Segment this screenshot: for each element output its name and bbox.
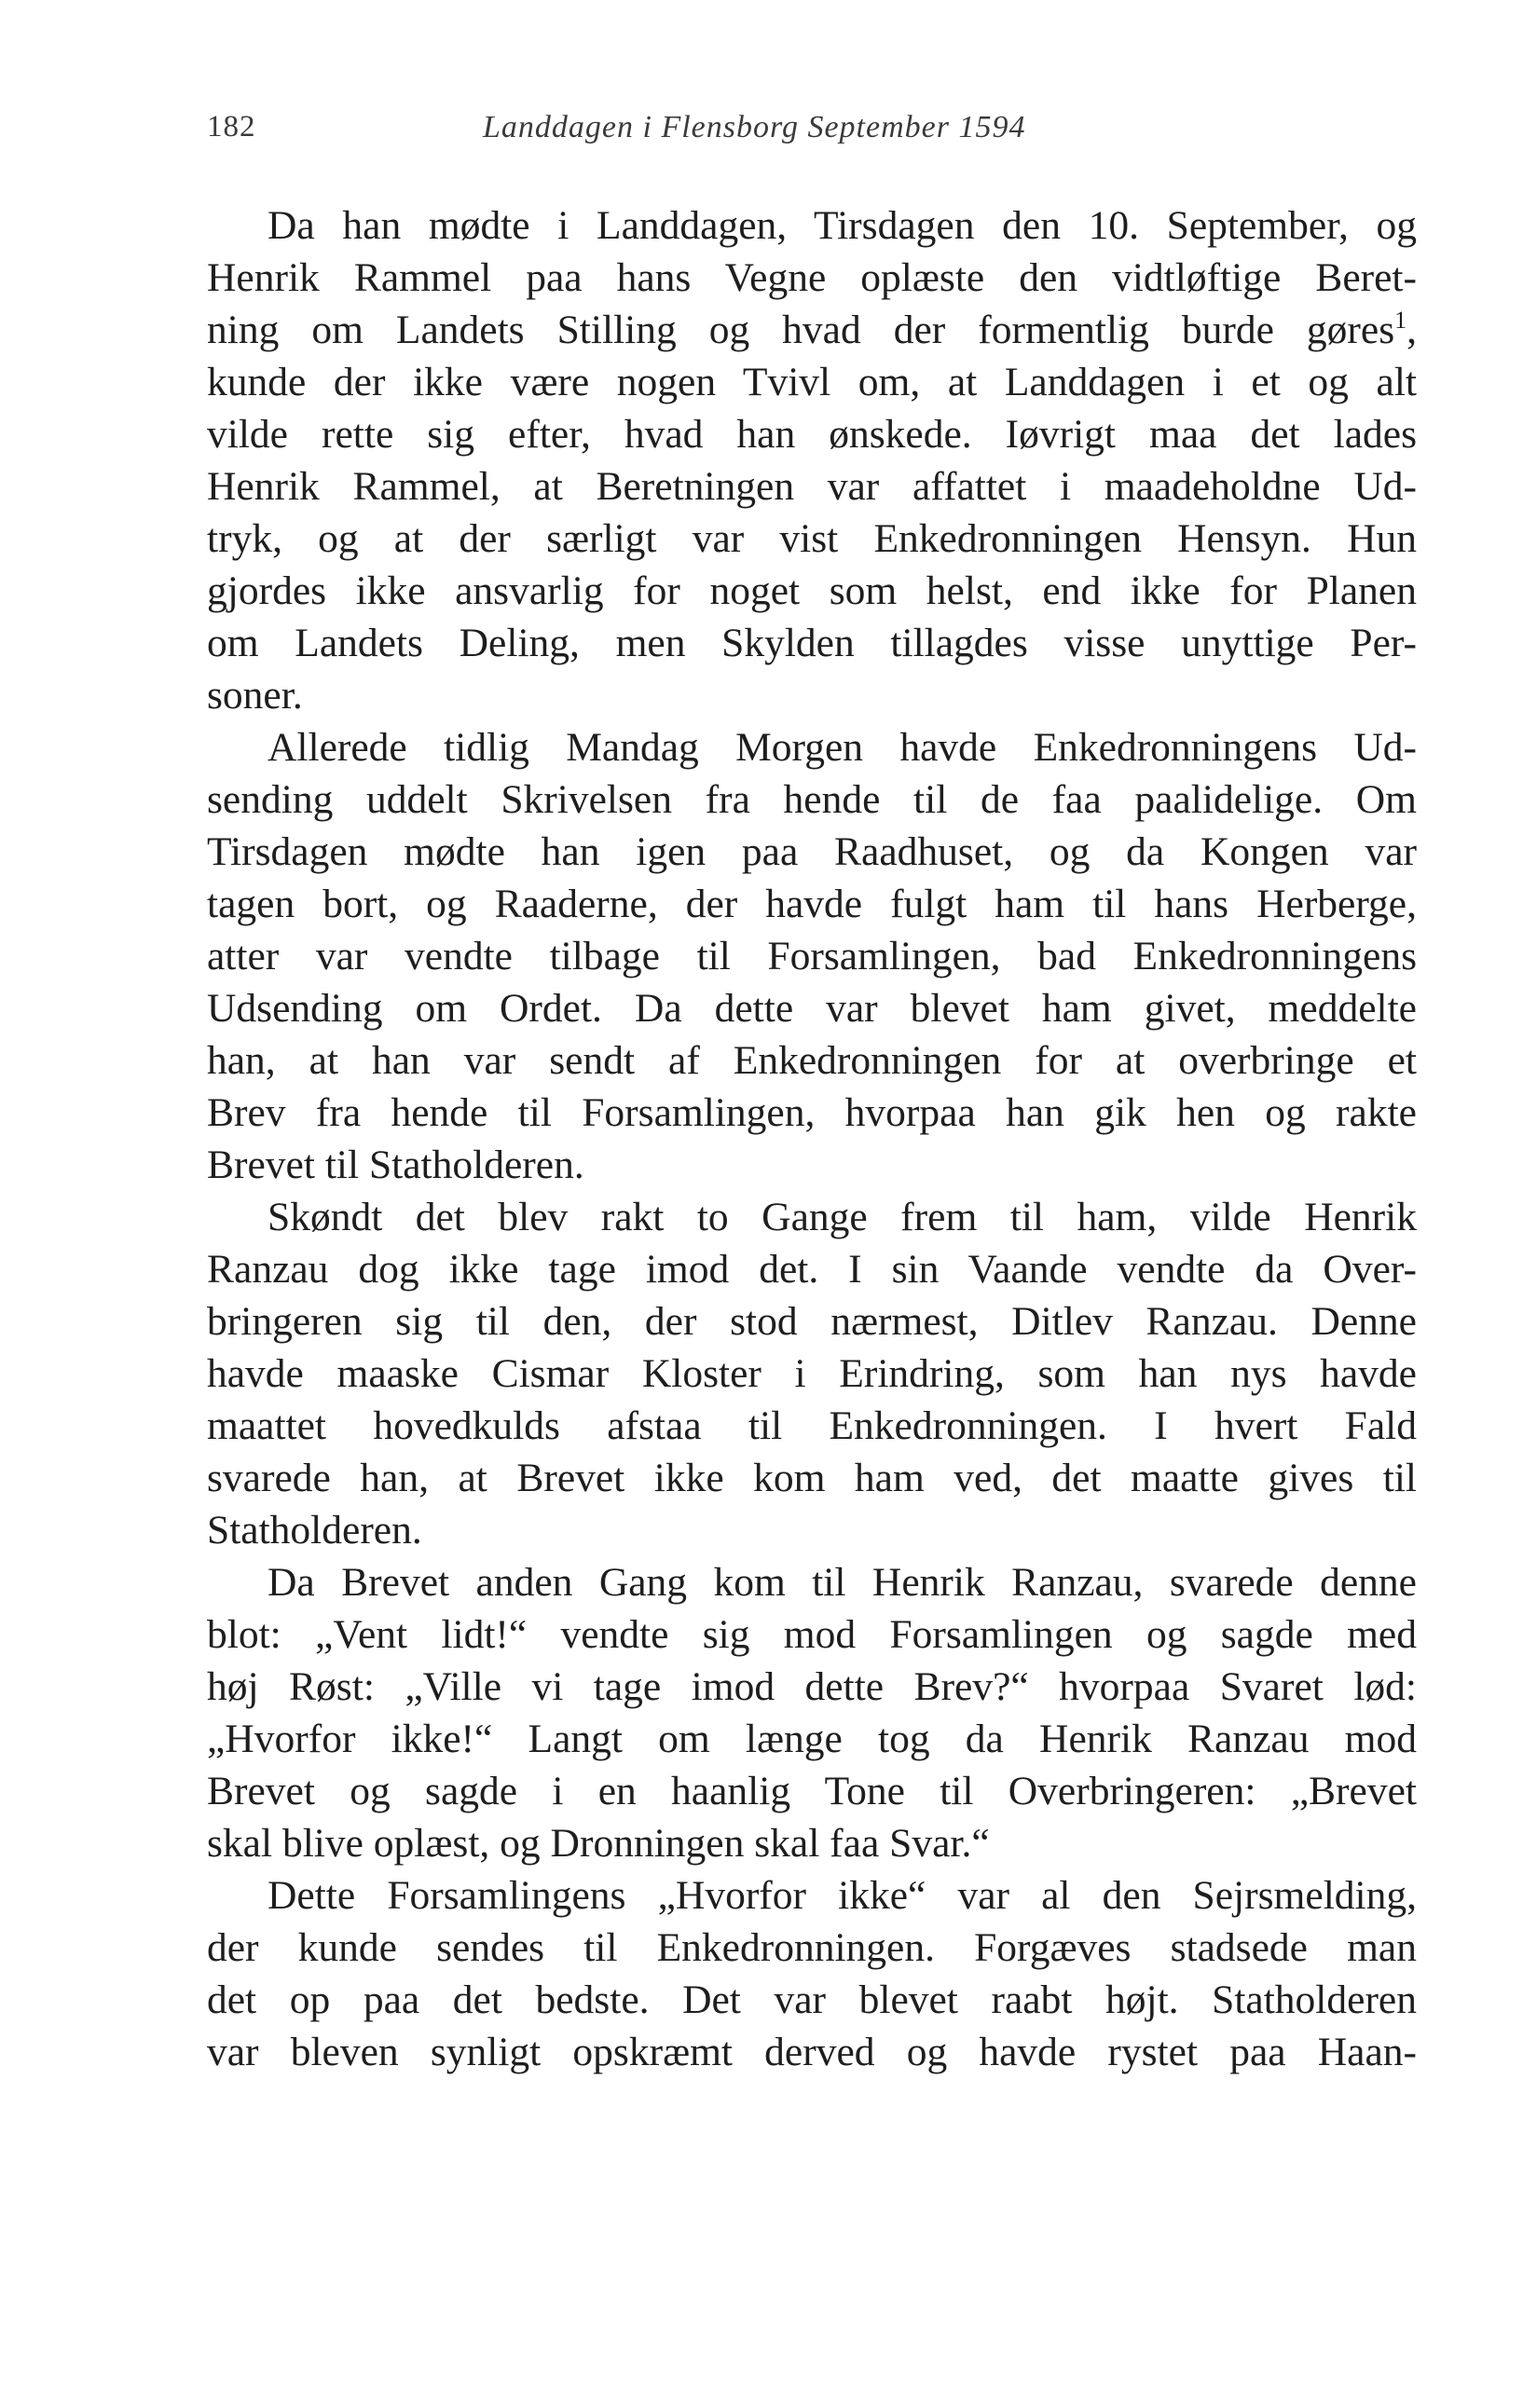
text-line: Dette Forsamlingens „Hvorfor ikke“ var al den Sejrsmelding, — [268, 1873, 1417, 1918]
text-line: sending uddelt Skrivelsen fra hende til de faa paalidelige. Om — [207, 777, 1417, 822]
text-line: var bleven synligt opskræmt derved og havde rystet paa Haan- — [207, 2030, 1417, 2074]
text-line: vilde rette sig efter, hvad han ønskede. Iøvrigt maa det lades — [207, 412, 1417, 457]
running-title: Landdagen i Flensborg September 1594 — [483, 110, 1026, 144]
text-line: Brevet og sagde i en haanlig Tone til Overbringeren: „Brevet — [207, 1769, 1417, 1813]
footnote-marker: 1 — [1394, 307, 1407, 334]
text-line-with-footnote — [207, 304, 1417, 356]
text-line-suffix: , — [1406, 308, 1417, 352]
text-line: Statholderen. — [207, 1508, 422, 1553]
text-line: om Landets Deling, men Skylden tillagdes visse unyttige Per- — [207, 621, 1417, 665]
text-line: tagen bort, og Raaderne, der havde fulgt ham til hans Herberge, — [207, 882, 1417, 926]
text-line: Brevet til Statholderen. — [207, 1142, 584, 1187]
text-line: Skøndt det blev rakt to Gange frem til ham, vilde Henrik — [268, 1195, 1417, 1239]
text-line: havde maaske Cismar Kloster i Erindring, som han nys havde — [207, 1351, 1417, 1396]
text-line: Allerede tidlig Mandag Morgen havde Enkedronningens Ud- — [268, 725, 1417, 770]
page-header — [207, 110, 1419, 157]
text-line: Ranzau dog ikke tage imod det. I sin Vaande vendte da Over- — [207, 1247, 1417, 1292]
text-line: skal blive oplæst, og Dronningen skal faa Svar.“ — [207, 1821, 990, 1866]
text-line: bringeren sig til den, der stod nærmest, Ditlev Ranzau. Denne — [207, 1299, 1417, 1344]
text-line: Brev fra hende til Forsamlingen, hvorpaa han gik hen og rakte — [207, 1090, 1417, 1135]
text-line: atter var vendte tilbage til Forsamlingen, bad Enkedronningens — [207, 934, 1417, 978]
text-line: Tirsdagen mødte han igen paa Raadhuset, og da Kongen var — [207, 829, 1417, 874]
text-line: han, at han var sendt af Enkedronningen for at overbringe et — [207, 1038, 1417, 1083]
page-number: 182 — [207, 110, 256, 144]
text-line: Henrik Rammel, at Beretningen var affattet i maadeholdne Ud- — [207, 464, 1417, 509]
text-line: soner. — [207, 673, 303, 718]
text-line: der kunde sendes til Enkedronningen. Forgæves stadsede man — [207, 1925, 1417, 1970]
text-line: „Hvorfor ikke!“ Langt om længe tog da Henrik Ranzau mod — [207, 1717, 1417, 1761]
text-line: kunde der ikke være nogen Tvivl om, at Landdagen i et og alt — [207, 360, 1417, 404]
text-line: Da han mødte i Landdagen, Tirsdagen den 10. September, og — [268, 203, 1417, 248]
text-line: svarede han, at Brevet ikke kom ham ved, det maatte gives til — [207, 1456, 1417, 1500]
text-line: maattet hovedkulds afstaa til Enkedronningen. I hvert Fald — [207, 1403, 1417, 1448]
text-line-content: ning om Landets Stilling og hvad der formentlig burde gøres — [207, 308, 1395, 352]
text-line: gjordes ikke ansvarlig for noget som helst, end ikke for Planen — [207, 568, 1417, 613]
text-line: Henrik Rammel paa hans Vegne oplæste den vidtløftige Beret- — [207, 255, 1417, 300]
text-line: Da Brevet anden Gang kom til Henrik Ranzau, svarede denne — [268, 1560, 1417, 1605]
text-line: høj Røst: „Ville vi tage imod dette Brev?“ hvorpaa Svaret lød: — [207, 1664, 1417, 1709]
text-line: Udsending om Ordet. Da dette var blevet ham givet, meddelte — [207, 986, 1417, 1031]
text-line: tryk, og at der særligt var vist Enkedronningen Hensyn. Hun — [207, 516, 1417, 561]
text-line: det op paa det bedste. Det var blevet raabt højt. Statholderen — [207, 1977, 1417, 2022]
text-line: blot: „Vent lidt!“ vendte sig mod Forsamlingen og sagde med — [207, 1612, 1417, 1657]
